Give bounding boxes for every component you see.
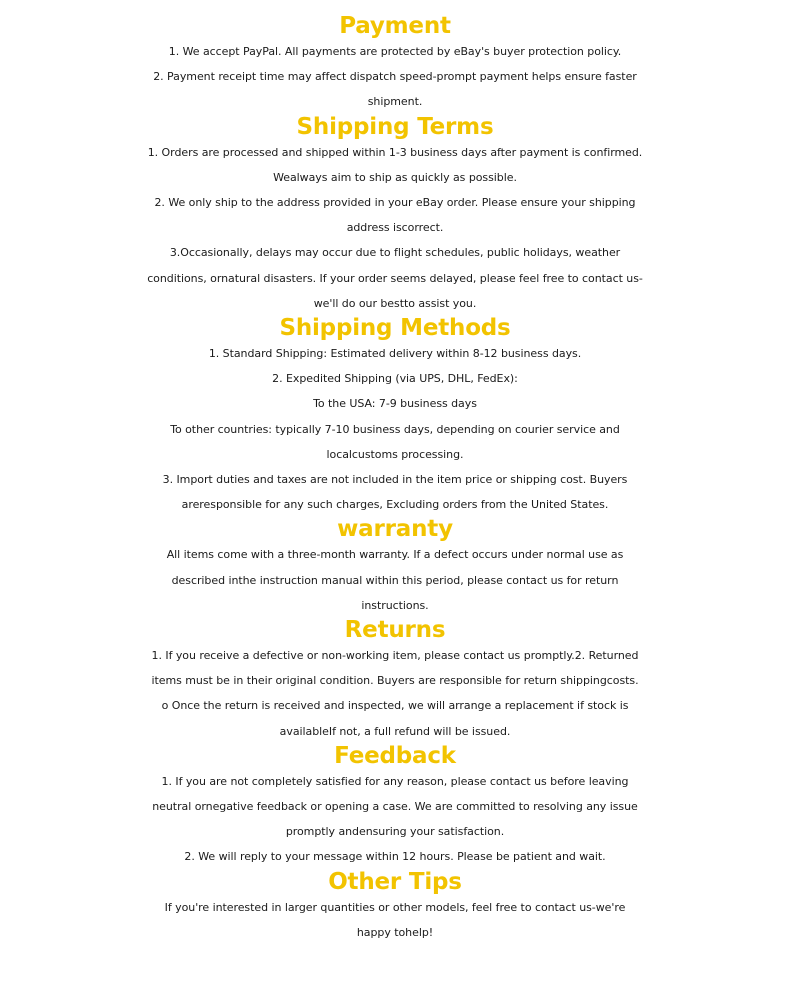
section-line: address iscorrect. <box>346 221 444 235</box>
section-line: 1. Orders are processed and shipped within 1-3 business days after payment is confirmed. <box>147 145 643 159</box>
section-line: 3.Occasionally, delays may occur due to flight schedules, public holidays, weather <box>169 246 621 260</box>
section-feedback <box>0 744 790 870</box>
section-line: neutral ornegative feedback or opening a case. We are committed to resolving any issue <box>152 800 638 814</box>
section-line: To other countries: typically 7-10 business days, depending on courier service and <box>170 422 620 436</box>
section-warranty <box>0 517 790 618</box>
section-line: localcustoms processing. <box>326 447 464 461</box>
section-line: o Once the return is received and inspected, we will arrange a replacement if stock is <box>161 699 629 713</box>
section-returns <box>0 618 790 744</box>
section-line: If you're interested in larger quantities or other models, feel free to contact us-we're <box>164 900 626 914</box>
section-title: Feedback <box>334 742 456 769</box>
section-line: promptly andensuring your satisfaction. <box>285 825 505 839</box>
section-title: Shipping Methods <box>279 315 511 342</box>
section-line: Wealways aim to ship as quickly as possible. <box>273 170 517 184</box>
section-title: Payment <box>339 13 451 39</box>
section-line: 2. We will reply to your message within 12 hours. Please be patient and wait. <box>184 850 606 864</box>
section-line: we'll do our bestto assist you. <box>313 296 477 310</box>
section-line: 2. Payment receipt time may affect dispatch speed-prompt payment helps ensure faster <box>153 70 637 84</box>
section-line: 3. Import duties and taxes are not included in the item price or shipping cost. Buyers <box>162 473 628 487</box>
section-other-tips <box>0 870 790 945</box>
section-title: warranty <box>337 516 453 543</box>
section-shipping-methods <box>0 316 790 517</box>
section-title: Other Tips <box>328 868 462 895</box>
section-line: shipment. <box>367 95 423 109</box>
section-payment <box>0 14 790 115</box>
section-shipping-terms <box>0 115 790 316</box>
section-line: 2. We only ship to the address provided in your eBay order. Please ensure your shipping <box>154 196 636 210</box>
section-line: 1. Standard Shipping: Estimated delivery within 8-12 business days. <box>208 347 582 361</box>
section-line: 1. If you are not completely satisfied for any reason, please contact us before leaving <box>161 774 629 788</box>
section-title: Returns <box>344 617 446 644</box>
section-line: instructions. <box>361 598 429 612</box>
section-line: To the USA: 7-9 business days <box>313 397 477 411</box>
section-line: happy tohelp! <box>356 925 434 939</box>
section-line: 2. Expedited Shipping (via UPS, DHL, FedEx): <box>272 372 518 386</box>
section-line: items must be in their original condition. Buyers are responsible for return shippingcosts. <box>151 674 639 688</box>
section-line: described inthe instruction manual within this period, please contact us for return <box>171 573 619 587</box>
section-line: conditions, ornatural disasters. If your order seems delayed, please feel free to contact us- <box>147 271 643 285</box>
section-line: All items come with a three-month warranty. If a defect occurs under normal use as <box>166 548 624 562</box>
section-title: Shipping Terms <box>296 113 494 140</box>
section-line: 1. We accept PayPal. All payments are protected by eBay's buyer protection policy. <box>168 45 622 58</box>
section-line: 1. If you receive a defective or non-working item, please contact us promptly.2. Returned <box>151 649 639 663</box>
section-line: areresponsible for any such charges, Excluding orders from the United States. <box>181 498 609 512</box>
section-line: availableIf not, a full refund will be issued. <box>279 724 511 738</box>
